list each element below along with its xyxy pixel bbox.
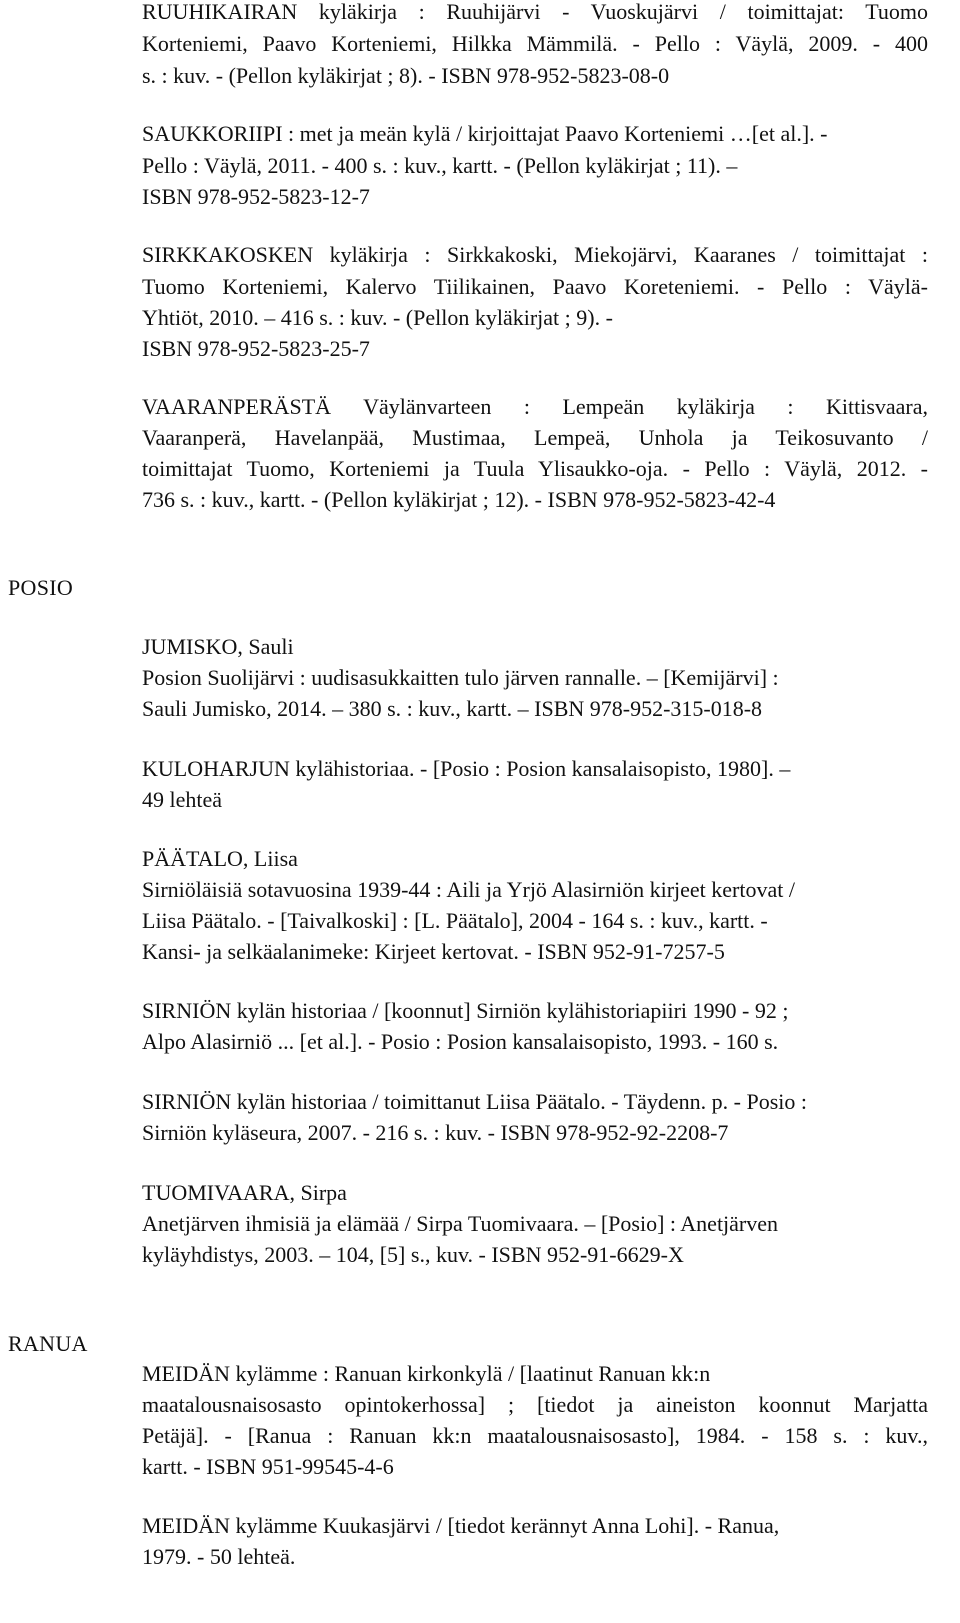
entry-line: JUMISKO, Sauli xyxy=(142,634,294,659)
entry-line: RUUHIKAIRAN kyläkirja : Ruuhijärvi - Vuoskujärvi / toimittajat: Tuomo xyxy=(142,0,928,24)
entry-line: ISBN 978-952-5823-12-7 xyxy=(142,184,370,209)
entry-line: Posion Suolijärvi : uudisasukkaitten tulo järven rannalle. – [Kemijärvi] : xyxy=(142,665,779,690)
entry-line: 1979. - 50 lehteä. xyxy=(142,1544,296,1569)
entry-line: Liisa Päätalo. - [Taivalkoski] : [L. Päätalo], 2004 - 164 s. : kuv., kartt. - xyxy=(142,908,768,933)
entry-line: Sirniön kyläseura, 2007. - 216 s. : kuv. - ISBN 978-952-92-2208-7 xyxy=(142,1120,729,1145)
entry-line: MEIDÄN kylämme : Ranuan kirkonkylä / [laatinut Ranuan kk:n xyxy=(142,1361,711,1386)
section-heading-posio: POSIO xyxy=(8,575,74,600)
entry-line: s. : kuv. - (Pellon kyläkirjat ; 8). - ISBN 978-952-5823-08-0 xyxy=(142,63,670,88)
entry-line: Sirniöläisiä sotavuosina 1939-44 : Aili ja Yrjö Alasirniön kirjeet kertovat / xyxy=(142,877,795,902)
entry-line: VAARANPERÄSTÄ Väylänvarteen : Lempeän kyläkirja : Kittisvaara, xyxy=(142,394,928,419)
entry-line: SIRKKAKOSKEN kyläkirja : Sirkkakoski, Miekojärvi, Kaaranes / toimittajat : xyxy=(142,242,928,267)
section-heading-ranua: RANUA xyxy=(8,1331,88,1356)
entry-line: ISBN 978-952-5823-25-7 xyxy=(142,336,370,361)
entry-line: kartt. - ISBN 951-99545-4-6 xyxy=(142,1454,394,1479)
entry-line: Alpo Alasirniö ... [et al.]. - Posio : Posion kansalaisopisto, 1993. - 160 s. xyxy=(142,1029,779,1054)
entry-line: TUOMIVAARA, Sirpa xyxy=(142,1180,347,1205)
entry-line: SIRNIÖN kylän historiaa / [koonnut] Sirniön kylähistoriapiiri 1990 - 92 ; xyxy=(142,998,789,1023)
entry-line: Kansi- ja selkäalanimeke: Kirjeet kertovat. - ISBN 952-91-7257-5 xyxy=(142,939,725,964)
entry-line: maatalousnaisosasto opintokerhossa] ; [tiedot ja aineiston koonnut Marjatta xyxy=(142,1392,928,1417)
entry-line: kyläyhdistys, 2003. – 104, [5] s., kuv. - ISBN 952-91-6629-X xyxy=(142,1242,684,1267)
entry-line: SIRNIÖN kylän historiaa / toimittanut Liisa Päätalo. - Täydenn. p. - Posio : xyxy=(142,1089,808,1114)
entry-line: Tuomo Korteniemi, Kalervo Tiilikainen, Paavo Koreteniemi. - Pello : Väylä- xyxy=(142,274,928,299)
entry-line: Korteniemi, Paavo Korteniemi, Hilkka Mämmilä. - Pello : Väylä, 2009. - 400 xyxy=(142,31,928,56)
entry-line: PÄÄTALO, Liisa xyxy=(142,846,298,871)
entry-line: Anetjärven ihmisiä ja elämää / Sirpa Tuomivaara. – [Posio] : Anetjärven xyxy=(142,1211,779,1236)
entry-line: MEIDÄN kylämme Kuukasjärvi / [tiedot kerännyt Anna Lohi]. - Ranua, xyxy=(142,1513,780,1538)
entry-line: toimittajat Tuomo, Korteniemi ja Tuula Ylisaukko-oja. - Pello : Väylä, 2012. - xyxy=(142,456,928,481)
entry-line: 736 s. : kuv., kartt. - (Pellon kyläkirjat ; 12). - ISBN 978-952-5823-42-4 xyxy=(142,487,776,512)
entry-line: Vaaranperä, Havelanpää, Mustimaa, Lempeä, Unhola ja Teikosuvanto / xyxy=(142,425,928,450)
entry-line: Sauli Jumisko, 2014. – 380 s. : kuv., kartt. – ISBN 978-952-315-018-8 xyxy=(142,696,763,721)
entry-line: Yhtiöt, 2010. – 416 s. : kuv. - (Pellon kyläkirjat ; 9). - xyxy=(142,305,613,330)
entry-line: KULOHARJUN kylähistoriaa. - [Posio : Posion kansalaisopisto, 1980]. – xyxy=(142,756,791,781)
entry-line: 49 lehteä xyxy=(142,787,223,812)
entry-line: Petäjä]. - [Ranua : Ranuan kk:n maatalousnaisosasto], 1984. - 158 s. : kuv., xyxy=(142,1423,928,1448)
entry-line: SAUKKORIIPI : met ja meän kylä / kirjoittajat Paavo Korteniemi …[et al.]. - xyxy=(142,121,828,146)
entry-line: Pello : Väylä, 2011. - 400 s. : kuv., kartt. - (Pellon kyläkirjat ; 11). – xyxy=(142,153,738,178)
